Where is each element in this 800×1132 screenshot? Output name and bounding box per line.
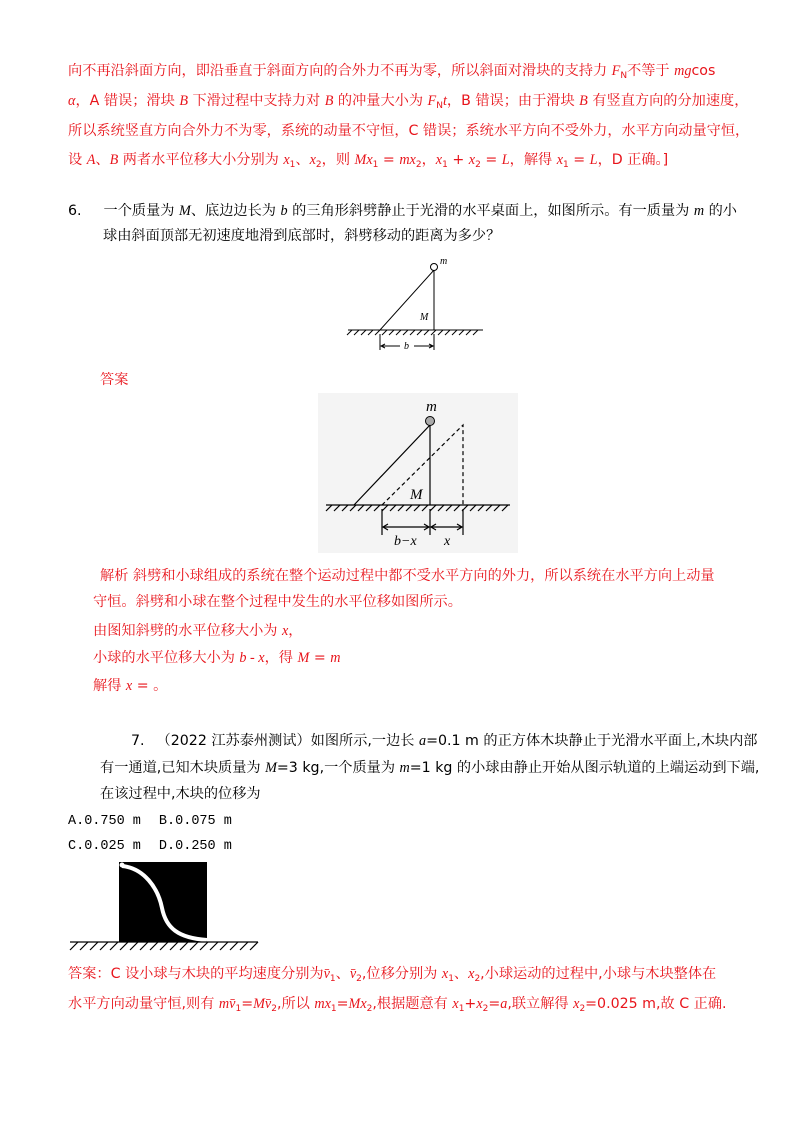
q7-line-2	[100, 758, 759, 778]
q6-text: 球由斜面顶部无初速度地滑到底部时，斜劈移动的距离为多少？	[103, 228, 501, 244]
q7-ans-text: =	[488, 996, 501, 1012]
s5-var: t	[442, 93, 447, 109]
q7-line-3	[100, 784, 261, 804]
q7-ans-text: 水平方向动量守恒,则有	[68, 996, 219, 1012]
q7-ans-sub: 1	[330, 1004, 337, 1014]
q7-ans-text: ,小球运动的过程中,小球与木块整体在	[480, 966, 717, 982]
q7-text: （2022 江苏泰州测试）如图所示,一边长	[156, 733, 419, 749]
s5-sub: 1	[372, 160, 379, 170]
q7-ans-sub: 2	[474, 974, 481, 984]
q6-sol-var: x	[125, 678, 133, 694]
s5-text: 所以系统竖直方向合外力不为零，系统的动量不守恒，C 错误；系统水平方向不受外力，水平方向动量守恒，	[68, 123, 750, 139]
s5-var: B	[579, 93, 588, 109]
q6-figure-wedge	[338, 250, 490, 360]
q7-ans-text: ,根据题意有	[372, 996, 453, 1012]
ball-icon	[431, 264, 438, 271]
wooden-block	[119, 862, 207, 942]
q6-text: 的小	[704, 203, 737, 219]
s5-text: 、	[295, 152, 310, 168]
q7-ans-var: x	[476, 996, 483, 1012]
s5-text: 有竖直方向的分加速度，	[587, 93, 749, 109]
s5-text: cos	[691, 63, 716, 79]
q7-option-c[interactable]: C.0.025 m	[68, 839, 141, 854]
s5-var: x	[309, 152, 316, 168]
q7-ans-sub: 1	[235, 1004, 242, 1014]
q7-ans-text: ,所以	[276, 996, 315, 1012]
q6-sol-var: x	[281, 623, 289, 639]
q6-var: M	[179, 203, 191, 219]
q7-figure-block	[66, 858, 262, 954]
fig1-label-b: b	[404, 341, 409, 352]
q6-solution-5	[93, 676, 167, 696]
s5-var: x	[468, 152, 476, 168]
s5-var: x	[556, 152, 564, 168]
q7-number: 7.	[131, 733, 145, 749]
q7-ans-text: 答案：C 设小球与木块的平均速度分别为	[68, 966, 324, 982]
s5-text: ，解得	[509, 152, 557, 168]
q7-ans-var: Mx	[348, 996, 367, 1012]
q6-sol-text: ，	[288, 623, 303, 639]
fig2-label-x: x	[444, 534, 451, 549]
q6-solution-3	[93, 621, 302, 641]
q6-sol-text: 守恒。斜劈和小球在整个过程中发生的水平位移如图所示。	[93, 594, 462, 610]
s5-line-3	[68, 121, 749, 141]
s5-text: ，A 错误；滑块	[75, 93, 180, 109]
s5-var: Mx	[354, 152, 373, 168]
q6-line-1	[68, 201, 737, 221]
ball-icon	[120, 863, 125, 868]
fig1-label-m: m	[440, 256, 448, 267]
s5-var: B	[179, 93, 188, 109]
q6-sol-text: 由图知斜劈的水平位移大小为	[93, 623, 282, 639]
q7-ans-sub: 1	[448, 974, 454, 984]
s5-sub: N	[620, 71, 628, 81]
ground-hatch	[347, 330, 478, 335]
q7-ans-text: 、	[453, 966, 469, 982]
q7-text: =0.1 m 的正方体木块静止于光滑水平面上,木块内部	[426, 733, 758, 749]
q7-line-1	[131, 731, 757, 751]
q7-ans-var: x	[452, 996, 459, 1012]
s5-var: x	[435, 152, 443, 168]
q7-text: 在该过程中,木块的位移为	[100, 786, 261, 802]
q6-sol-text: ，得	[264, 650, 298, 666]
q7-ans-sub: 2	[482, 1004, 489, 1014]
q6-solution-1	[100, 566, 715, 586]
s5-sub: 1	[289, 160, 296, 170]
s5-text: +	[447, 152, 469, 168]
fig2-label-m: m	[426, 399, 437, 415]
q7-ans-var: v̄	[264, 996, 272, 1012]
q6-sol-text: 解析 斜劈和小球组成的系统在整个运动过程中都不受水平方向的外力，所以系统在水平方向上动量	[100, 568, 715, 584]
q7-ans-text: =0.025 m,故 C 正确.	[585, 996, 727, 1012]
s5-text: ，D 正确。]	[597, 152, 669, 168]
q6-sol-text: =	[309, 650, 331, 666]
q6-sol-text: 小球的水平位移大小为	[93, 650, 240, 666]
s5-text: =	[480, 152, 502, 168]
s5-text: 向不再沿斜面方向，即沿垂直于斜面方向的合外力不再为零，所以斜面对滑块的支持力	[68, 63, 612, 79]
s5-var: A	[86, 152, 96, 168]
figure-background	[318, 393, 518, 553]
q7-ans-var: mx	[314, 996, 331, 1012]
q7-ans-var: v̄	[349, 966, 357, 982]
q7-ans-sub: 1	[458, 1004, 465, 1014]
q6-solution-4	[93, 648, 341, 668]
q7-ans-var: M	[253, 996, 265, 1012]
s5-sub: 1	[442, 160, 448, 170]
ground-hatch	[70, 942, 258, 950]
s5-text: 下滑过程中支持力对	[187, 93, 325, 109]
s5-text: =	[568, 152, 590, 168]
s5-sub: 2	[475, 160, 481, 170]
s5-var: α	[68, 93, 76, 109]
q7-option-b[interactable]: B.0.075 m	[158, 814, 232, 829]
fig1-label-M: M	[420, 312, 429, 323]
s5-sub: 1	[563, 160, 569, 170]
q6-sol-var: b - x	[239, 650, 265, 666]
q7-option-d[interactable]: D.0.250 m	[158, 839, 232, 854]
q6-line-2	[103, 226, 500, 246]
s5-text: 的冲量大小为	[333, 93, 428, 109]
q7-ans-sub: 2	[271, 1004, 277, 1014]
s5-var: mg	[674, 63, 692, 79]
q6-sol-var: M	[297, 650, 310, 666]
q7-ans-sub: 2	[579, 1004, 586, 1014]
q6-text: 、底边边长为	[190, 203, 281, 219]
q6-text: 一个质量为	[103, 203, 179, 219]
q7-answer-line-2	[68, 994, 727, 1019]
q7-ans-var: x	[468, 966, 475, 982]
q7-options-row-1	[68, 812, 232, 832]
q7-ans-var: x	[441, 966, 449, 982]
q7-text: =3 kg,一个质量为	[276, 760, 400, 776]
s5-text: ，则	[321, 152, 355, 168]
q7-ans-var: v̄	[229, 996, 236, 1012]
q6-var: m	[693, 203, 705, 219]
s5-line-4	[68, 150, 668, 175]
s5-text: ，B 错误；由于滑块	[446, 93, 580, 109]
fig2-label-bx: b−x	[394, 534, 417, 549]
s5-text: 、	[95, 152, 110, 168]
q7-var: a	[419, 733, 427, 749]
s5-var: B	[109, 152, 119, 168]
q7-ans-text: =	[241, 996, 254, 1012]
ball-icon	[426, 417, 435, 426]
q7-ans-text: =	[336, 996, 349, 1012]
q6-figure-displacement	[318, 393, 518, 553]
s5-var: B	[324, 93, 334, 109]
q6-sol-text: = 。	[132, 678, 168, 694]
q7-ans-text: ,位移分别为	[361, 966, 442, 982]
q7-ans-text: +	[464, 996, 477, 1012]
s5-var: F	[427, 93, 437, 109]
q7-ans-sub: 1	[329, 974, 336, 984]
s5-line-1	[68, 61, 715, 86]
q7-ans-text: 、	[335, 966, 350, 982]
q7-ans-text: ,联立解得	[507, 996, 574, 1012]
q7-ans-sub: 2	[356, 974, 362, 984]
q7-options-row-2	[68, 837, 232, 857]
s5-var: x	[283, 152, 290, 168]
q7-ans-var: m	[218, 996, 230, 1012]
s5-var: F	[611, 63, 621, 79]
s5-var: L	[501, 152, 510, 168]
q7-var: m	[399, 760, 410, 776]
q6-answer-label: 答案	[100, 372, 129, 388]
q7-ans-var: v̄	[323, 966, 330, 982]
fig2-label-M: M	[410, 487, 423, 503]
q7-answer-line-1	[68, 964, 716, 989]
s5-sub: 2	[415, 160, 422, 170]
q7-option-a[interactable]: A.0.750 m	[68, 814, 141, 829]
q7-text: 有一通道,已知木块质量为	[100, 760, 266, 776]
s5-text: =	[378, 152, 400, 168]
s5-var: mx	[399, 152, 416, 168]
s5-text: 不等于	[627, 63, 675, 79]
s5-sub: N	[436, 101, 443, 111]
s5-var: L	[589, 152, 598, 168]
q7-ans-sub: 2	[366, 1004, 373, 1014]
q6-text: 的三角形斜劈静止于光滑的水平桌面上，如图所示。有一质量为	[287, 203, 694, 219]
q7-ans-var: a	[500, 996, 508, 1012]
q6-number: 6.	[68, 203, 82, 219]
s5-sub: 2	[315, 160, 322, 170]
s5-text: 两者水平位移大小分别为	[118, 152, 284, 168]
q6-var: b	[280, 203, 288, 219]
q7-text: =1 kg 的小球由静止开始从图示轨道的上端运动到下端,	[409, 760, 760, 776]
s5-line-2	[68, 91, 748, 116]
q6-solution-2	[93, 592, 462, 612]
q7-var: M	[265, 760, 277, 776]
q6-sol-text: 解得	[93, 678, 126, 694]
s5-text: 设	[68, 152, 87, 168]
q6-sol-var: m	[330, 650, 341, 666]
q7-ans-var: x	[573, 996, 580, 1012]
s5-text: ，	[421, 152, 436, 168]
